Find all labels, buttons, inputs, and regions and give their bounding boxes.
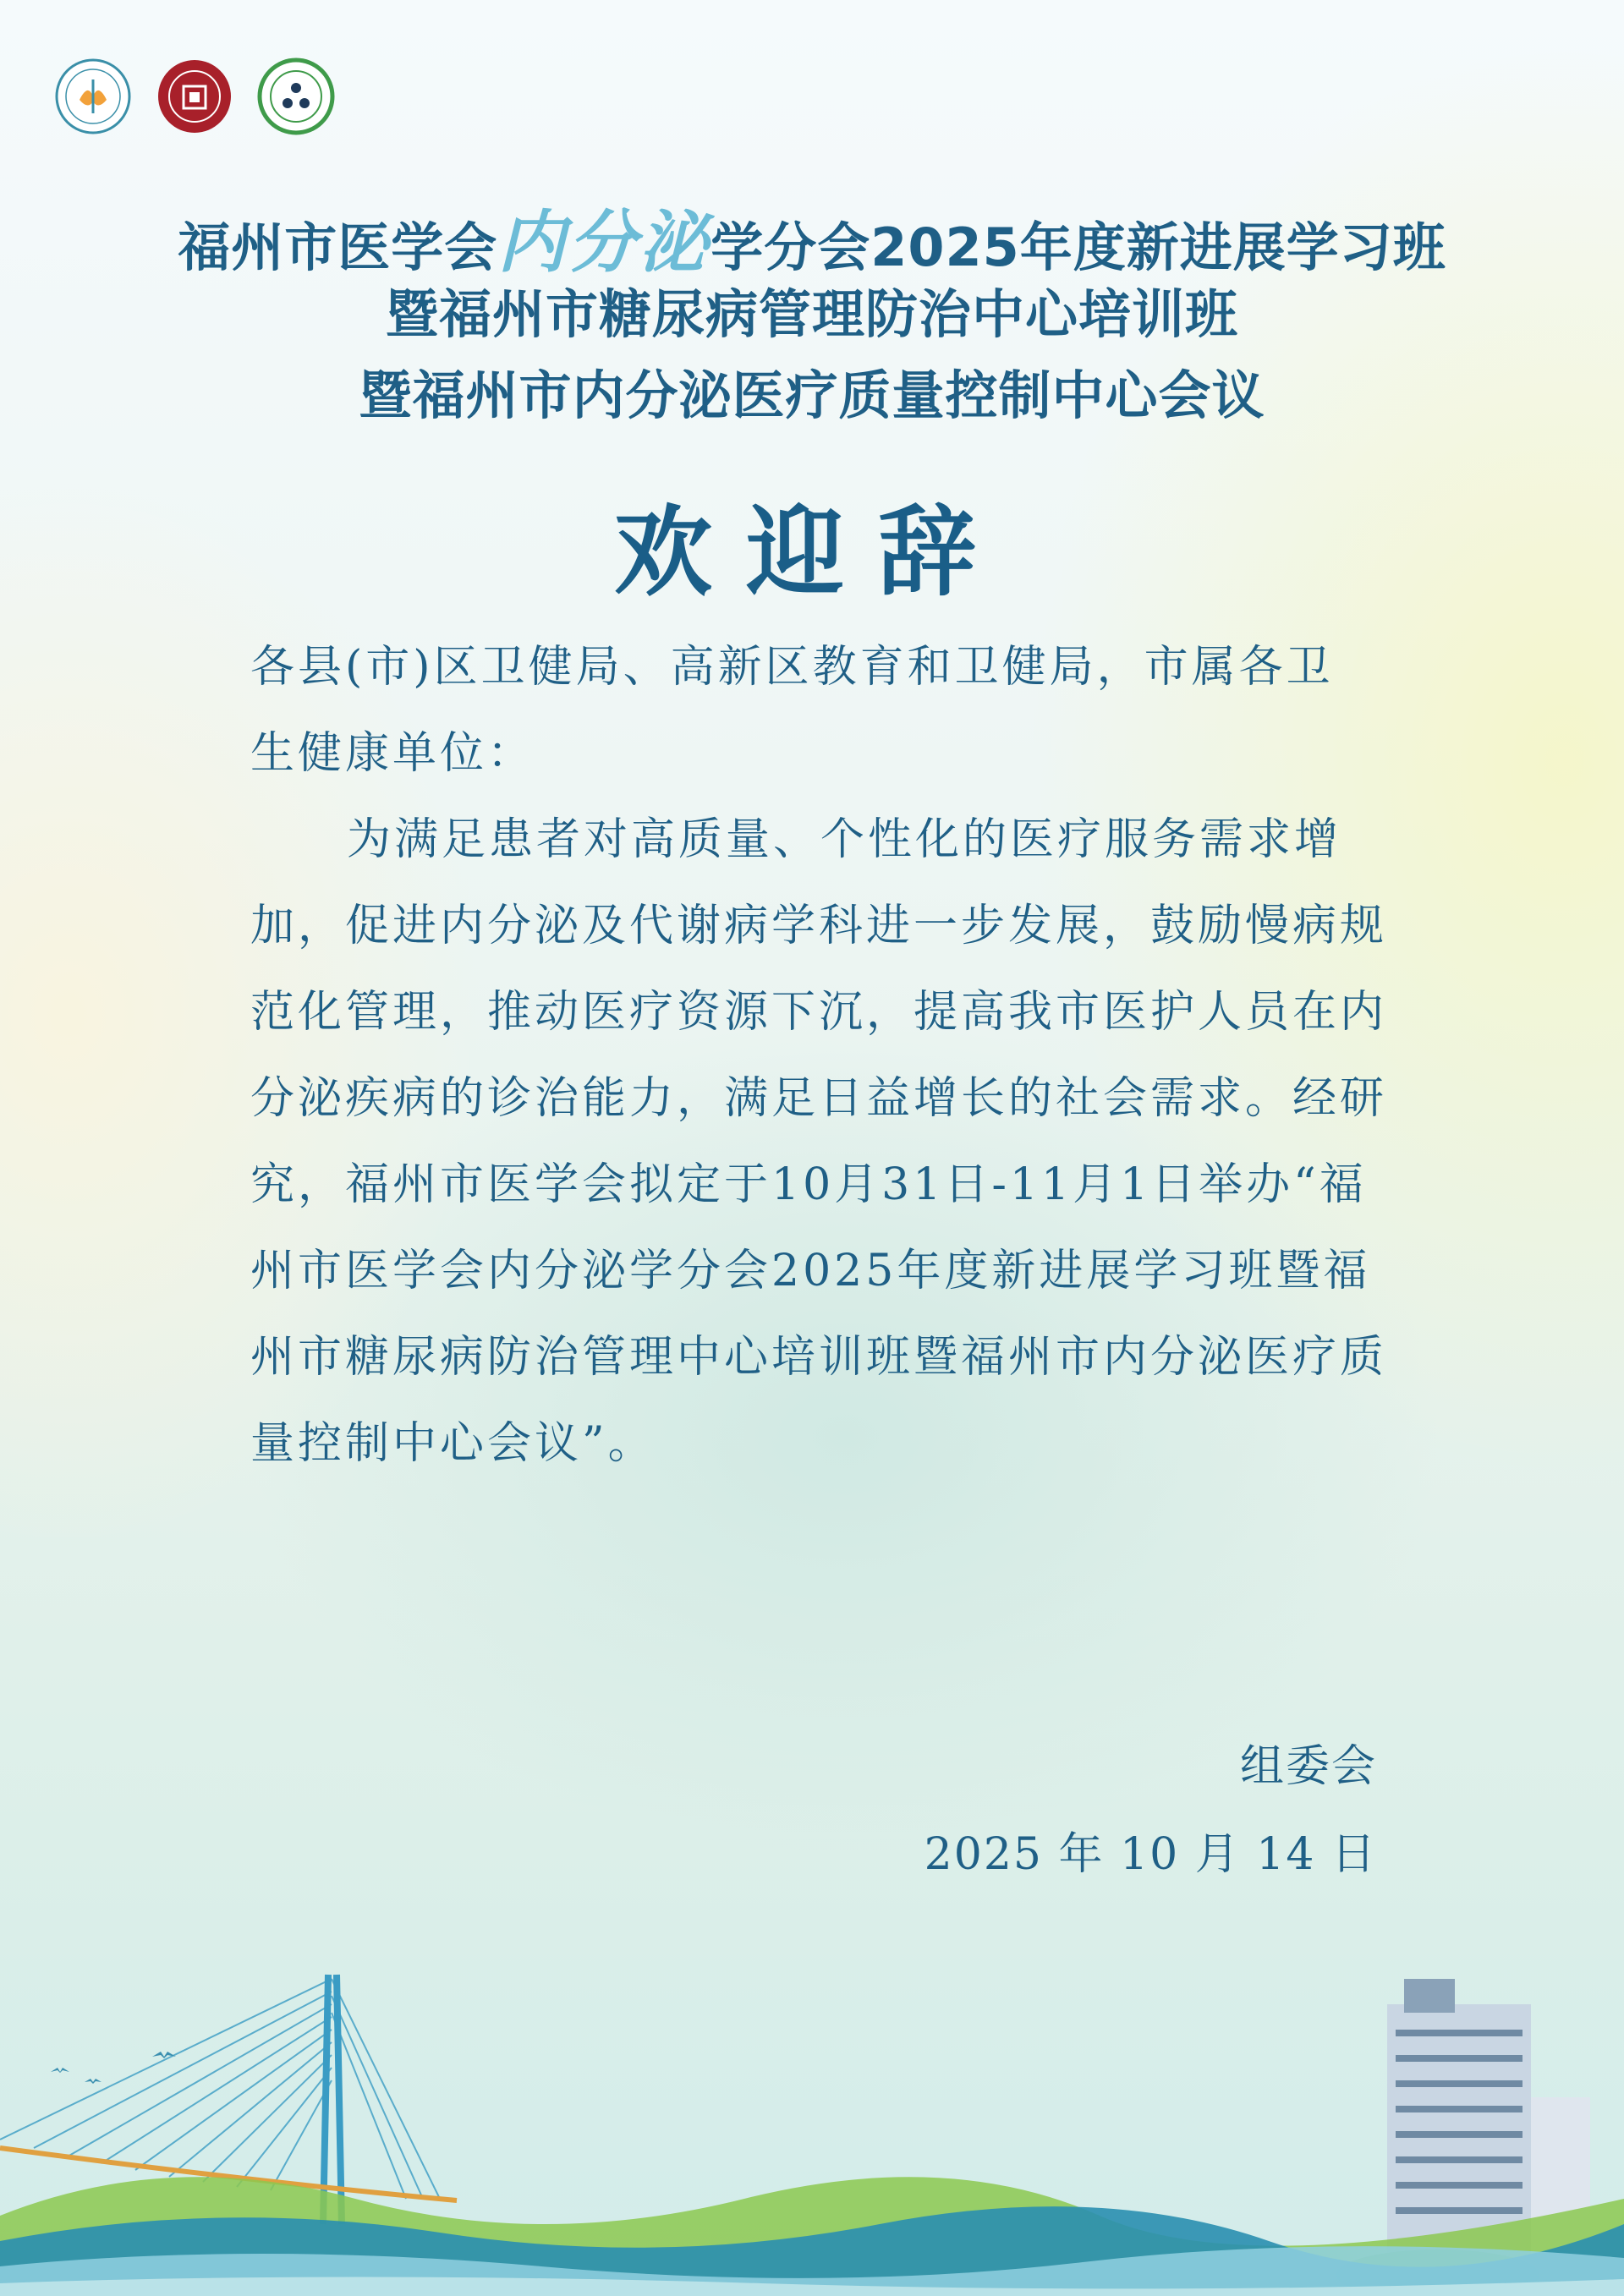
bottom-scenery bbox=[0, 1945, 1624, 2296]
header-line-2: 暨福州市糖尿病管理防治中心培训班 bbox=[385, 283, 1238, 345]
diabetes-center-logo bbox=[257, 58, 335, 135]
header-line-1-accent: 内分泌 bbox=[497, 202, 711, 282]
welcome-title: 欢迎辞 bbox=[614, 495, 1010, 610]
header-line-3: 暨福州市内分泌医疗质量控制中心会议 bbox=[359, 364, 1265, 426]
header-line-1-suffix: 学分会2025年度新进展学习班 bbox=[710, 216, 1446, 278]
header-line-1-prefix: 福州市医学会 bbox=[178, 216, 498, 278]
bird-icons bbox=[51, 2052, 176, 2084]
logo-row bbox=[54, 58, 335, 139]
header-line-1 bbox=[0, 188, 1624, 285]
medical-association-logo bbox=[54, 58, 132, 135]
body-paragraph: 为满足患者对高质量、个性化的医疗服务需求增加，促进内分泌及代谢病学科进一步发展，鼓励慢病规范化管理，推动医疗资源下沉，提高我市医护人员在内分泌疾病的诊治能力，满足日益增长的社会需求。经研究，福州市医学会拟定于10月31日-11月1日举办“福州市医学会内分泌学分会2025年度新进展学习班暨福州市糖尿病防治管理中心培训班暨福州市内分泌医疗质量控制中心会议”。 bbox=[250, 814, 1388, 1469]
signature-date: 2025 年 10 月 14 日 bbox=[924, 1829, 1377, 1880]
organizer-signature: 组委会 bbox=[1239, 1741, 1377, 1792]
second-hospital-logo bbox=[156, 58, 233, 135]
greeting-text: 各县(市)区卫健局、高新区教育和卫健局，市属各卫生健康单位： bbox=[250, 642, 1334, 779]
